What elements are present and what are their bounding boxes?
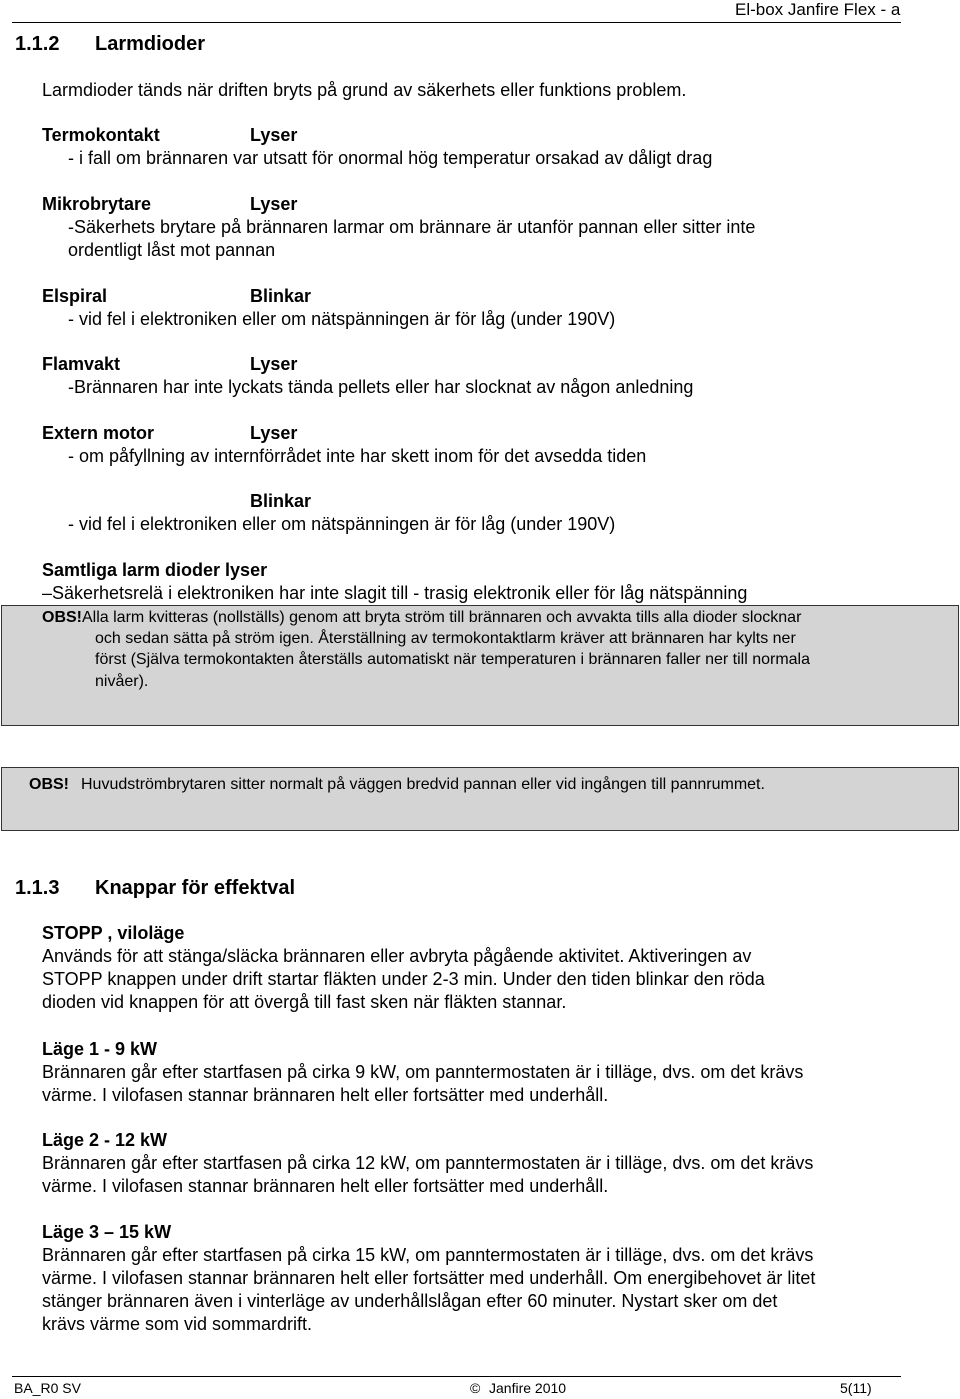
footer-doc-code: BA_R0 SV — [14, 1380, 81, 1396]
alarm-state: Lyser — [250, 125, 298, 145]
button-description: Brännaren går efter startfasen på cirka 9 kW, om panntermostaten är i tilläge, dvs. om det krävs — [42, 1062, 804, 1082]
alarm-name: Mikrobrytare — [42, 194, 152, 214]
note-text: Huvudströmbrytaren sitter normalt på väggen bredvid pannan eller vid ingången till pannrummet. — [81, 776, 765, 793]
alarm-description: - vid fel i elektroniken eller om nätspänningen är för låg (under 190V) — [68, 514, 616, 534]
alarm-state: Lyser — [250, 423, 298, 443]
alarm-name: Termokontakt — [42, 125, 160, 145]
alarm-name: Elspiral — [42, 286, 108, 306]
section-number: 1.1.2 — [15, 33, 60, 55]
section-intro: Larmdioder tänds när driften bryts på grund av säkerhets eller funktions problem. — [42, 80, 687, 100]
button-description: Används för att stänga/släcka brännaren eller avbryta pågående aktivitet. Aktiveringen av — [42, 946, 752, 966]
button-heading: Läge 1 - 9 kW — [42, 1039, 158, 1059]
alarm-description: - om påfyllning av internförrådet inte har skett inom för det avsedda tiden — [68, 446, 647, 466]
running-title: El-box Janfire Flex - a — [735, 0, 901, 19]
button-description: Brännaren går efter startfasen på cirka 12 kW, om panntermostaten är i tilläge, dvs. om det krävs — [42, 1153, 814, 1173]
alarm-description: - i fall om brännaren var utsatt för onormal hög temperatur orsakad av dåligt drag — [68, 148, 713, 168]
button-description: dioden vid knappen för att övergå till fast sken när fläkten stannar. — [42, 992, 567, 1012]
all-alarms-text: –Säkerhetsrelä i elektroniken har inte slagit till - trasig elektronik eller för låg nätspänning — [42, 583, 748, 603]
alarm-description: -Brännaren har inte lyckats tända pellets eller har slocknat av någon anledning — [68, 377, 694, 397]
button-description: STOPP knappen under drift startar fläkten under 2-3 min. Under den tiden blinkar den röda — [42, 969, 765, 989]
alarm-description: ordentligt låst mot pannan — [68, 240, 276, 260]
button-heading: Läge 3 – 15 kW — [42, 1222, 172, 1242]
note-text: och sedan sätta på ström igen. Återställning av termokontaktlarm kräver att brännaren har kylts ner — [95, 630, 796, 647]
section-number: 1.1.3 — [15, 877, 60, 899]
alarm-description: -Säkerhets brytare på brännaren larmar om brännare är utanför pannan eller sitter inte — [68, 217, 756, 237]
note-box — [1, 605, 959, 726]
alarm-description: - vid fel i elektroniken eller om nätspänningen är för låg (under 190V) — [68, 309, 616, 329]
button-description: värme. I vilofasen stannar brännaren helt eller fortsätter med underhåll. Om energibehovet är litet — [42, 1268, 816, 1288]
note-text: nivåer). — [95, 673, 149, 690]
button-heading: STOPP , viloläge — [42, 923, 185, 943]
alarm-state: Blinkar — [250, 286, 312, 306]
button-description: värme. I vilofasen stannar brännaren helt eller fortsätter med underhåll. — [42, 1085, 609, 1105]
alarm-state: Lyser — [250, 194, 298, 214]
footer-page-number: 5(11) — [840, 1380, 872, 1396]
button-description: värme. I vilofasen stannar brännaren helt eller fortsätter med underhåll. — [42, 1176, 609, 1196]
footer-rule — [12, 1376, 901, 1377]
header-rule — [12, 22, 901, 23]
alarm-name: Extern motor — [42, 423, 155, 443]
section-title: Knappar för effektval — [95, 877, 296, 899]
note-text: först (Själva termokontakten återställs automatiskt när temperaturen i brännaren faller ner till normala — [95, 651, 810, 668]
alarm-name: Flamvakt — [42, 354, 121, 374]
note-text: Alla larm kvitteras (nollställs) genom att bryta ström till brännaren och avvakta tills alla dioder slocknar — [82, 609, 802, 626]
note-label: OBS! — [29, 776, 69, 793]
footer-copyright: Janfire 2010 — [489, 1380, 567, 1396]
button-description: krävs värme som vid sommardrift. — [42, 1314, 313, 1334]
alarm-state: Blinkar — [250, 491, 312, 511]
copyright-icon: © — [470, 1380, 481, 1396]
button-heading: Läge 2 - 12 kW — [42, 1130, 168, 1150]
note-box — [1, 767, 959, 831]
section-title: Larmdioder — [95, 33, 206, 55]
button-description: Brännaren går efter startfasen på cirka 15 kW, om panntermostaten är i tilläge, dvs. om det krävs — [42, 1245, 814, 1265]
button-description: stänger brännaren även i vinterläge av underhållslågan efter 60 minuter. Nystart sker om det — [42, 1291, 778, 1311]
all-alarms-title: Samtliga larm dioder lyser — [42, 560, 268, 580]
alarm-state: Lyser — [250, 354, 298, 374]
note-label: OBS! — [42, 609, 82, 626]
